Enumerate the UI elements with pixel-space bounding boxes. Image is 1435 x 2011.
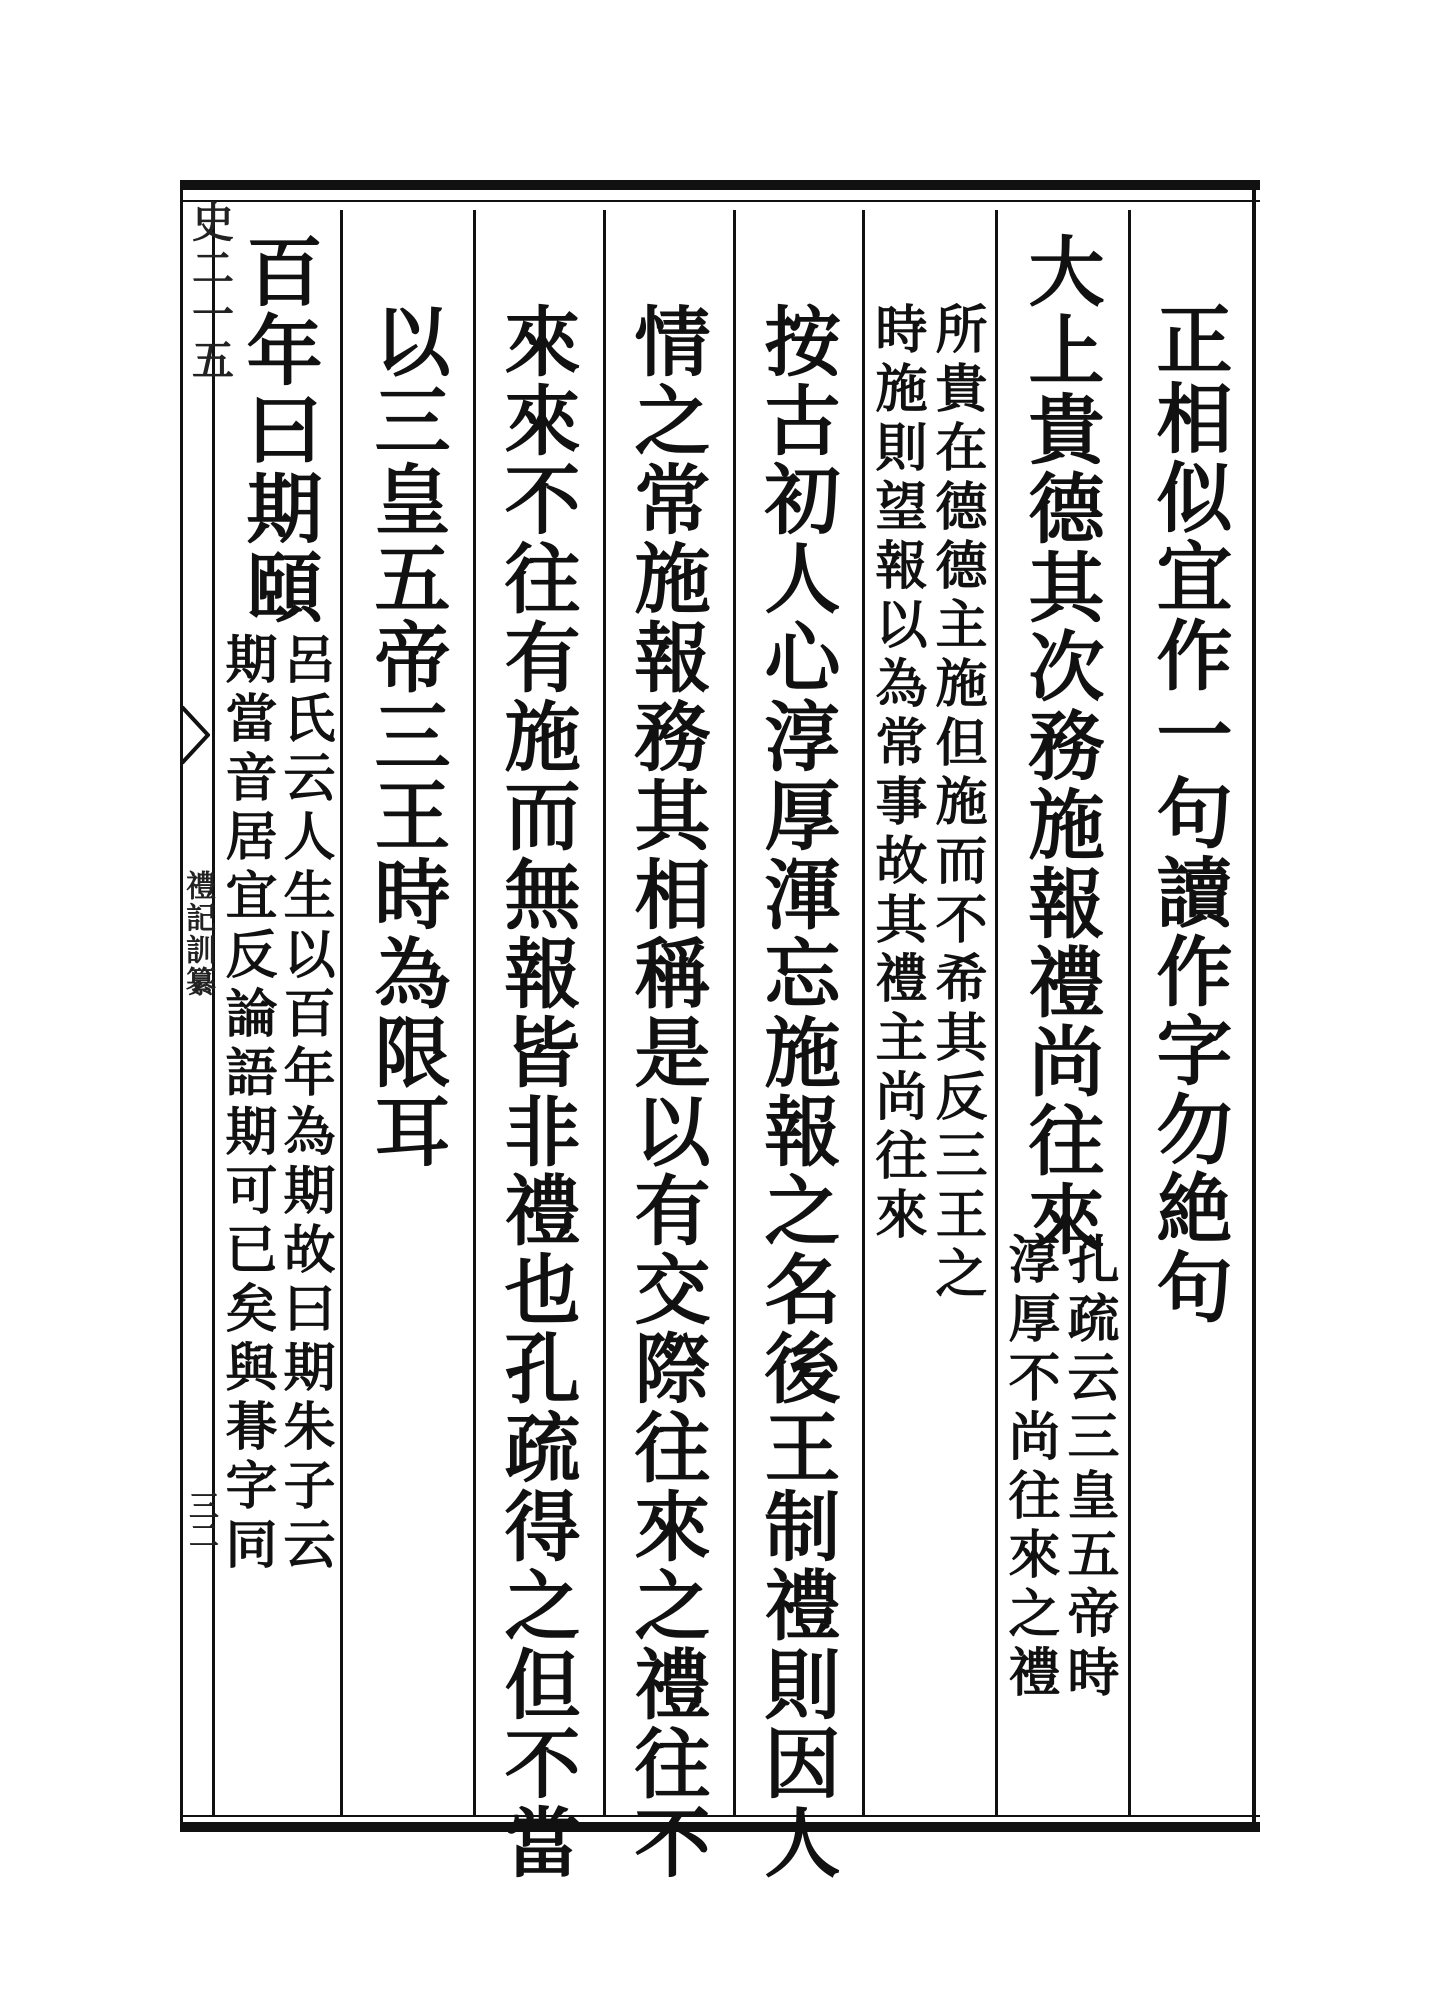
bottom-border-thin: [180, 1815, 1260, 1817]
column-divider: [212, 210, 215, 1815]
text-column-8-main: 百年曰期頤: [234, 232, 323, 627]
fish-tail-mark-icon: [180, 705, 210, 765]
text-column-3-note-left: 時施則望報以為常事故其禮主尚往來: [866, 302, 927, 1246]
column-divider: [603, 210, 606, 1815]
column-divider: [340, 210, 343, 1815]
page-number: 三二: [183, 1490, 218, 1550]
column-divider: [1128, 210, 1131, 1815]
text-column-2-main: 大上貴德其次務施報禮尚往來: [1016, 232, 1105, 1259]
text-column-6: 來來不往有施而無報皆非禮也孔疏得之但不當: [492, 302, 581, 1882]
bottom-border-thick: [180, 1822, 1260, 1832]
text-column-8-note-left: 期當音居宜反論語期可已矣與朞字同: [216, 632, 277, 1576]
column-divider: [473, 210, 476, 1815]
text-column-3-note-right: 所貴在德德主施但施而不希其反三王之: [926, 302, 987, 1305]
left-border: [180, 190, 183, 1825]
margin-top-fragment: 史二一五: [186, 200, 235, 384]
column-divider: [733, 210, 736, 1815]
text-column-5: 情之常施報務其相稱是以有交際往來之禮往不: [622, 302, 711, 1882]
top-border-thick: [180, 180, 1260, 190]
top-border-thin: [180, 200, 1260, 202]
right-border: [1252, 190, 1256, 1825]
text-column-1: 正相似宜作一句讀作字勿絶句: [1144, 300, 1233, 1327]
text-column-2-note-right: 孔疏云三皇五帝時: [1058, 1232, 1119, 1704]
column-divider: [995, 210, 998, 1815]
column-divider: [862, 210, 865, 1815]
text-column-2-note-left: 淳厚不尚往來之禮: [999, 1232, 1060, 1704]
text-column-7: 以三皇五帝三王時為限耳: [362, 302, 451, 1171]
text-column-8-note-right: 呂氏云人生以百年為期故曰期朱子云: [274, 632, 335, 1576]
text-column-4: 按古初人心淳厚渾忘施報之名後王制禮則因人: [752, 302, 841, 1882]
book-title: 禮記訓纂: [180, 870, 215, 998]
